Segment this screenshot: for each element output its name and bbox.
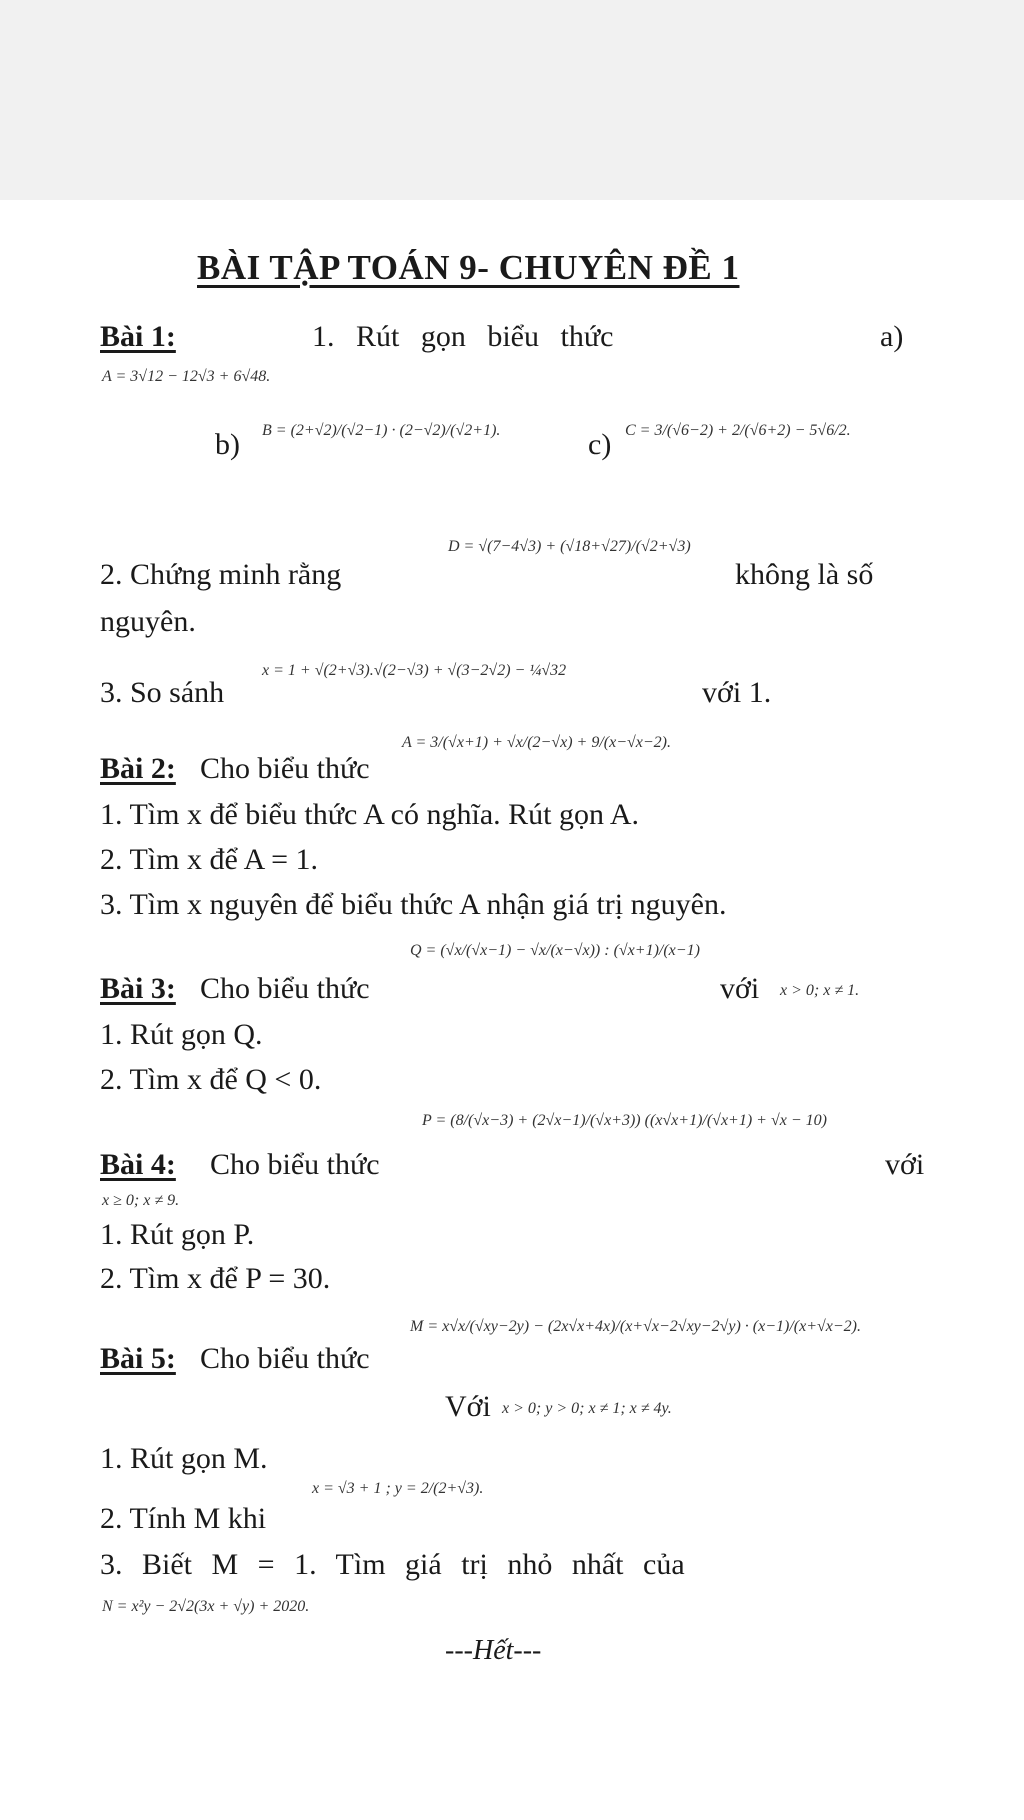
- bai5-q2: 2. Tính M khi: [100, 1502, 267, 1535]
- bai2-formula: A = 3/(√x+1) + √x/(2−√x) + 9/(x−√x−2).: [402, 734, 671, 751]
- formula-b: B = (2+√2)/(√2−1) · (2−√2)/(√2+1).: [262, 422, 501, 439]
- bai4-q1: 1. Rút gọn P.: [100, 1218, 255, 1251]
- formula-d: D = √(7−4√3) + (√18+√27)/(√2+√3): [448, 538, 691, 555]
- bai5-intro: Cho biểu thức: [200, 1342, 370, 1375]
- bai3-q1: 1. Rút gọn Q.: [100, 1018, 263, 1051]
- bai3-formula: Q = (√x/(√x−1) − √x/(x−√x)) : (√x+1)/(x−1): [410, 942, 700, 959]
- bai5-q1: 1. Rút gọn M.: [100, 1442, 268, 1475]
- bai5-q3-formula: N = x²y − 2√2(3x + √y) + 2020.: [102, 1598, 310, 1615]
- bai2-q2: 2. Tìm x để A = 1.: [100, 843, 319, 876]
- formula-x: x = 1 + √(2+√3).√(2−√3) + √(3−2√2) − ¼√32: [262, 662, 567, 679]
- bai5-with: Với: [445, 1390, 491, 1423]
- bai5-formula: M = x√x/(√xy−2y) − (2x√x+4x)/(x+√x−2√xy−2√y) · (x−1)/(x+√x−2).: [410, 1318, 862, 1335]
- bai1-q2-text: 2. Chứng minh rằng: [100, 558, 342, 591]
- bai4-with: với: [885, 1148, 925, 1181]
- bai1-c-label: c): [588, 428, 612, 461]
- bai4-condition: x ≥ 0; x ≠ 9.: [102, 1192, 180, 1209]
- bai5-heading: Bài 5:: [100, 1342, 176, 1375]
- bai1-q2-tail2: nguyên.: [100, 605, 196, 638]
- bai2-q3: 3. Tìm x nguyên để biểu thức A nhận giá trị nguyên.: [100, 888, 727, 921]
- bai1-heading: Bài 1:: [100, 320, 176, 353]
- bai3-with: với: [720, 972, 760, 1005]
- bai1-b-label: b): [215, 428, 240, 461]
- bai1-q3-tail: với 1.: [702, 676, 772, 709]
- bai1-a-label: a): [880, 320, 904, 353]
- bai1-q2-tail: không là số: [735, 558, 874, 591]
- document-page: [0, 200, 1024, 1820]
- bai5-q2-formula: x = √3 + 1 ; y = 2/(2+√3).: [312, 1480, 484, 1497]
- bai3-heading: Bài 3:: [100, 972, 176, 1005]
- bai2-heading: Bài 2:: [100, 752, 176, 785]
- bai4-heading: Bài 4:: [100, 1148, 176, 1181]
- document-title: BÀI TẬP TOÁN 9- CHUYÊN ĐỀ 1: [197, 248, 740, 287]
- bai3-condition: x > 0; x ≠ 1.: [780, 982, 860, 999]
- end-marker: ---Hết---: [445, 1635, 542, 1666]
- top-background: [0, 0, 1024, 200]
- bai3-intro: Cho biểu thức: [200, 972, 370, 1005]
- bai5-condition: x > 0; y > 0; x ≠ 1; x ≠ 4y.: [502, 1400, 672, 1417]
- bai4-q2: 2. Tìm x để P = 30.: [100, 1262, 331, 1295]
- formula-c: C = 3/(√6−2) + 2/(√6+2) − 5√6/2.: [625, 422, 851, 439]
- bai2-q1: 1. Tìm x để biểu thức A có nghĩa. Rút gọn A.: [100, 798, 640, 831]
- bai2-intro: Cho biểu thức: [200, 752, 370, 785]
- bai1-q3-text: 3. So sánh: [100, 676, 225, 709]
- bai4-intro: Cho biểu thức: [210, 1148, 380, 1181]
- formula-a: A = 3√12 − 12√3 + 6√48.: [102, 368, 271, 385]
- bai5-q3: 3. Biết M = 1. Tìm giá trị nhỏ nhất của: [100, 1548, 685, 1581]
- bai1-q1-text: 1. Rút gọn biểu thức: [312, 320, 614, 353]
- bai3-q2: 2. Tìm x để Q < 0.: [100, 1063, 322, 1096]
- bai4-formula: P = (8/(√x−3) + (2√x−1)/(√x+3)) ((x√x+1)/(√x+1) + √x − 10): [422, 1112, 827, 1129]
